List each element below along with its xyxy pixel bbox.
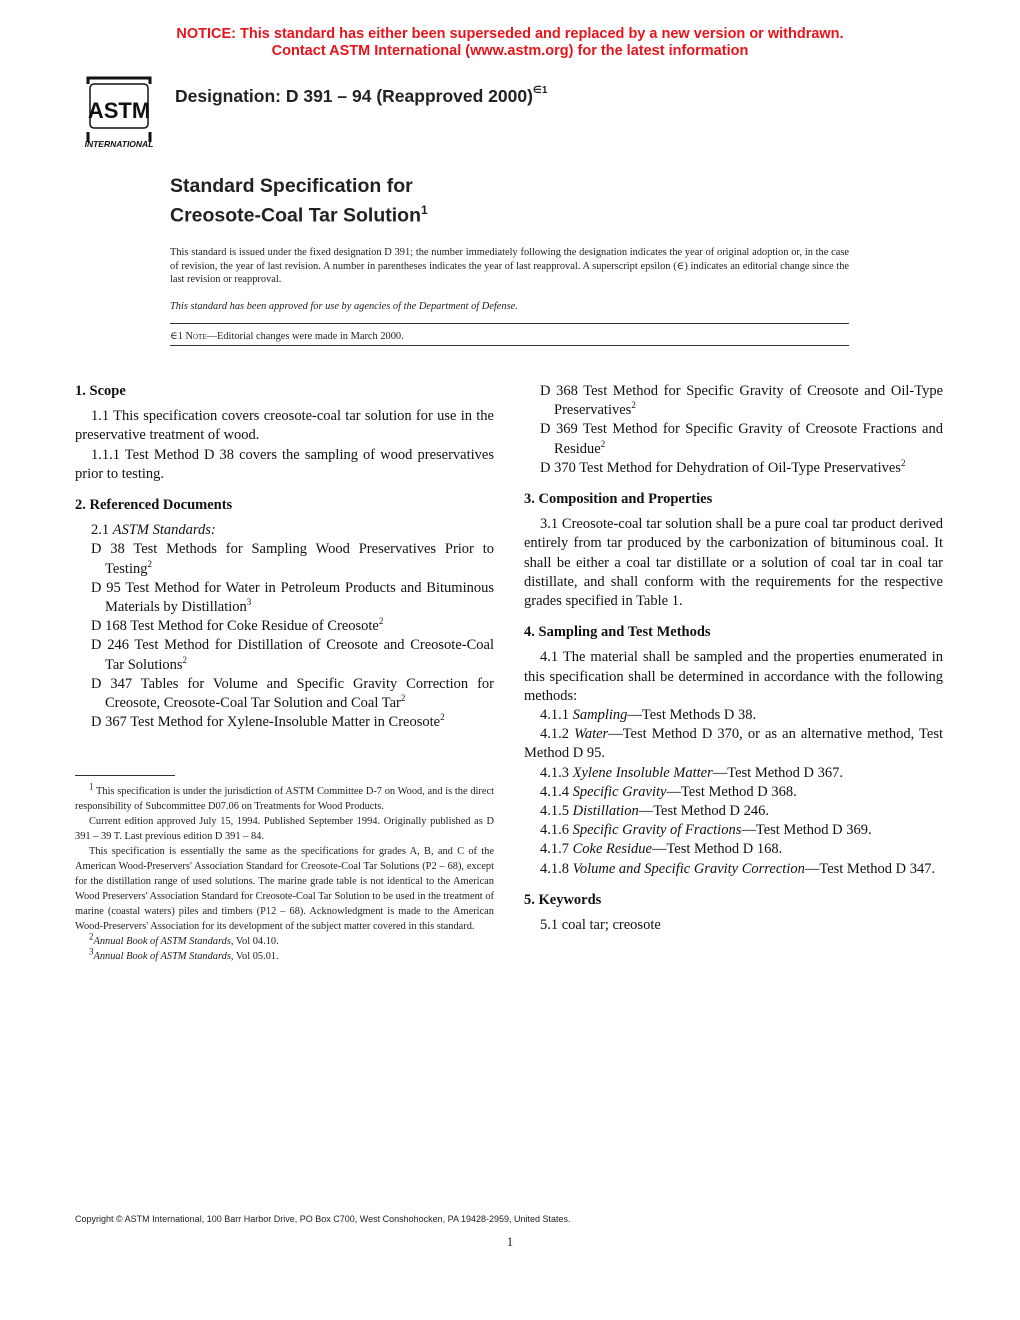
title-footnote-mark: 1 xyxy=(421,203,428,217)
title-line-1: Standard Specification for xyxy=(170,175,413,197)
reference-item: D 347 Tables for Volume and Specific Gravity Correction for Creosote, Creosote-Coal Tar Solution and Coal Tar$^2$ xyxy=(91,675,494,712)
footnote-2: $^2$Annual Book of ASTM Standards, Vol 04.10. xyxy=(89,931,279,947)
method-item: 4.1.2 Water—Test Method D 370, or as an alternative method, Test Method D 95. xyxy=(524,726,944,762)
reference-item: D 38 Test Methods for Sampling Wood Preservatives Prior to Testing$^2$ xyxy=(91,541,494,577)
preamble: This standard is issued under the fixed designation D 391; the number immediately following the designation indicates the year of original adoption or, in the case of revision, the year of last revision. A number in parentheses indicates the year of last reapproval. A superscript epsilon (∈) indicates an editorial change since the last revision or reapproval. xyxy=(170,247,849,286)
reference-item: D 368 Test Method for Specific Gravity of Creosote and Oil-Type Preservatives$^2$ xyxy=(540,383,943,419)
method-item: 4.1.7 Coke Residue—Test Method D 168. xyxy=(540,841,783,858)
epsilon-superscript: ∈1 xyxy=(532,85,548,97)
divider-top xyxy=(170,323,849,324)
footnote-3: $^3$Annual Book of ASTM Standards, Vol 05.01. xyxy=(89,946,279,962)
logo-wordmark: ASTM xyxy=(87,98,151,123)
designation: Designation: D 391 – 94 (Reapproved 2000)$^{\in 1}$ xyxy=(175,85,548,106)
paragraph-1-1-1: 1.1.1 Test Method D 38 covers the sampling of wood preservatives prior to testing. xyxy=(75,446,494,482)
method-item: 4.1.3 Xylene Insoluble Matter—Test Method D 367. xyxy=(540,764,844,781)
reference-item: D 168 Test Method for Coke Residue of Creosote$^2$ xyxy=(91,616,384,635)
footnote-1: $^1$ This specification is under the jurisdiction of ASTM Committee D-7 on Wood, and is the direct responsibility of Subcommittee D07.06 on Treatments for Wood Products. xyxy=(75,781,494,812)
page-title xyxy=(170,174,428,228)
paragraph-4-1: 4.1 The material shall be sampled and the properties enumerated in this specification shall be determined in accordance with the following methods: xyxy=(524,649,943,704)
page-number: 1 xyxy=(506,1234,514,1249)
section-heading-composition: 3. Composition and Properties xyxy=(524,491,713,508)
paragraph-5-1: 5.1 coal tar; creosote xyxy=(540,917,661,934)
editorial-note: ∈1 Note—Editorial changes were made in March 2000. xyxy=(170,331,404,342)
astm-international-logo xyxy=(76,76,162,150)
reference-item: D 95 Test Method for Water in Petroleum Products and Bituminous Materials by Distillation$^3$ xyxy=(91,579,494,616)
section-heading-referenced-documents: 2. Referenced Documents xyxy=(75,497,233,514)
astm-standards-label: 2.1 ASTM Standards: xyxy=(91,522,216,539)
method-item: 4.1.5 Distillation—Test Method D 246. xyxy=(540,803,769,820)
section-heading-sampling: 4. Sampling and Test Methods xyxy=(524,624,711,641)
copyright-footer: Copyright © ASTM International, 100 Barr Harbor Drive, PO Box C700, West Conshohocken, PA 19428-2959, United States. xyxy=(75,1214,571,1224)
footnote-1-edition: Current edition approved July 15, 1994. Published September 1994. Originally published as D 391 – 39 T. Last previous edition D 391 – 84. xyxy=(75,816,494,842)
reference-item: D 370 Test Method for Dehydration of Oil-Type Preservatives$^2$ xyxy=(540,457,906,476)
method-item: 4.1.4 Specific Gravity—Test Method D 368. xyxy=(540,783,797,800)
paragraph-1-1: 1.1 This specification covers creosote-coal tar solution for use in the preservative treatment of wood. xyxy=(75,408,494,444)
logo-submark: INTERNATIONAL xyxy=(84,139,154,149)
section-heading-keywords: 5. Keywords xyxy=(524,891,602,908)
withdrawal-notice xyxy=(0,26,1020,60)
method-item: 4.1.6 Specific Gravity of Fractions—Test Method D 369. xyxy=(540,822,872,839)
method-item: 4.1.8 Volume and Specific Gravity Correction—Test Method D 347. xyxy=(540,860,936,877)
footnote-1-equivalence: This specification is essentially the same as the specifications for grades A, B, and C of the American Wood-Preservers' Association Standard for Creosote-Coal Tar Solutions (P2 – 68), except for the distillation range of used solutions. The marine grade table is not identical to the American Wood Preservers' Association Standard for Creosote-Coal Tar Solution to be used in the treatment of marine (coastal waters) piles and timbers (P12 – 68). Acknowledgment is made to the American Wood-Preservers' Association for its development of the subject matter covered in this standard. xyxy=(75,846,494,932)
notice-line-2: Contact ASTM International (www.astm.org) for the latest information xyxy=(271,43,749,59)
method-item: 4.1.1 Sampling—Test Methods D 38. xyxy=(540,707,757,724)
reference-item: D 367 Test Method for Xylene-Insoluble Matter in Creosote$^2$ xyxy=(91,712,445,731)
title-line-2: Creosote-Coal Tar Solution$^1$ xyxy=(170,203,428,227)
footnote-divider xyxy=(75,775,175,776)
reference-item: D 369 Test Method for Specific Gravity of Creosote Fractions and Residue$^2$ xyxy=(540,421,943,457)
footnotes xyxy=(75,781,494,964)
left-column xyxy=(75,382,494,732)
dod-approval-note: This standard has been approved for use by agencies of the Department of Defense. xyxy=(170,301,518,312)
section-heading-scope: 1. Scope xyxy=(75,383,126,399)
reference-item: D 246 Test Method for Distillation of Creosote and Creosote-Coal Tar Solutions$^2$ xyxy=(91,637,494,673)
right-column xyxy=(524,382,943,935)
divider-bottom xyxy=(170,345,849,346)
paragraph-3-1: 3.1 Creosote-coal tar solution shall be a pure coal tar product derived entirely from tar produced by the carbonization of bituminous coal. It shall be either a coal tar distillate or a solution of coal tar in coal tar distillate, and shall conform with the requirements for the respective grades specified in Table 1. xyxy=(524,516,943,610)
notice-line-1: NOTICE: This standard has either been superseded and replaced by a new version or withdrawn. xyxy=(176,26,844,42)
